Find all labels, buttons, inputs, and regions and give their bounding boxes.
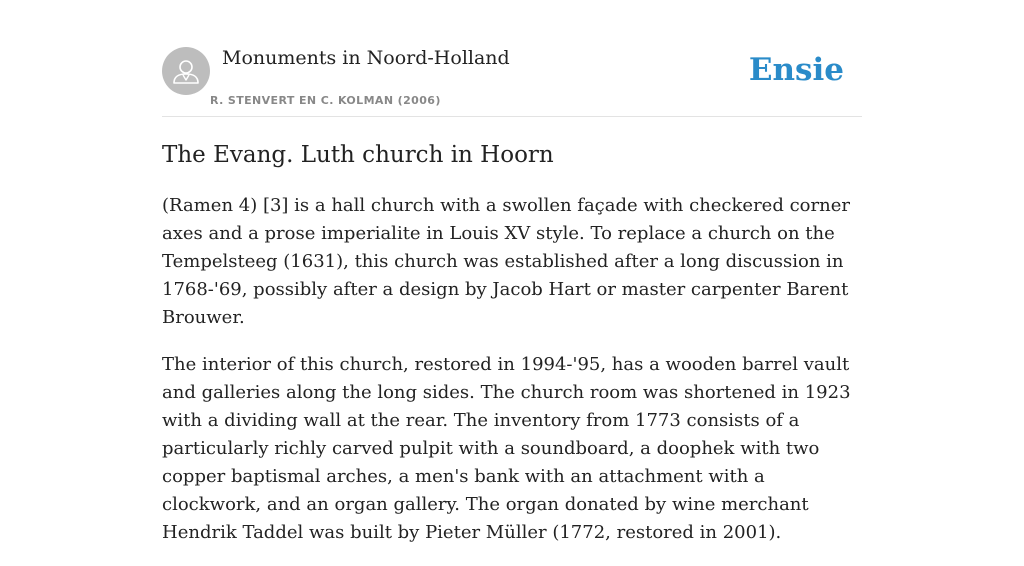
article-paragraph: The interior of this church, restored in 1994-'95, has a wooden barrel vault and galleries along the long sides. The church room was shortened in 1923 with a dividing wall at the rear. The inventory from 1773 consists of a particularly richly carved pulpit with a soundboard, a doophek with two copper baptismal arches, a men's bank with an attachment with a clockwork, and an organ gallery. The organ donated by wine merchant Hendrik Taddel was built by Pieter Müller (1772, restored in 2001).	[162, 354, 851, 543]
article-title: The Evang. Luth church in Hoorn	[162, 142, 554, 168]
book-header	[162, 46, 862, 117]
book-title[interactable]: Monuments in Noord-Holland	[222, 47, 510, 69]
author-avatar[interactable]	[162, 47, 210, 95]
article-paragraph: (Ramen 4) [3] is a hall church with a swollen façade with checkered corner axes and a prose imperialite in Louis XV style. To replace a church on the Tempelsteeg (1631), this church was established after a long discussion in 1768-'69, possibly after a design by Jacob Hart or master carpenter Barent Brouwer.	[162, 195, 850, 328]
ensie-logo[interactable]: Ensie	[748, 52, 844, 88]
author-credit: R. STENVERT EN C. KOLMAN (2006)	[210, 94, 441, 107]
article-body	[162, 192, 862, 566]
user-icon	[162, 47, 210, 95]
